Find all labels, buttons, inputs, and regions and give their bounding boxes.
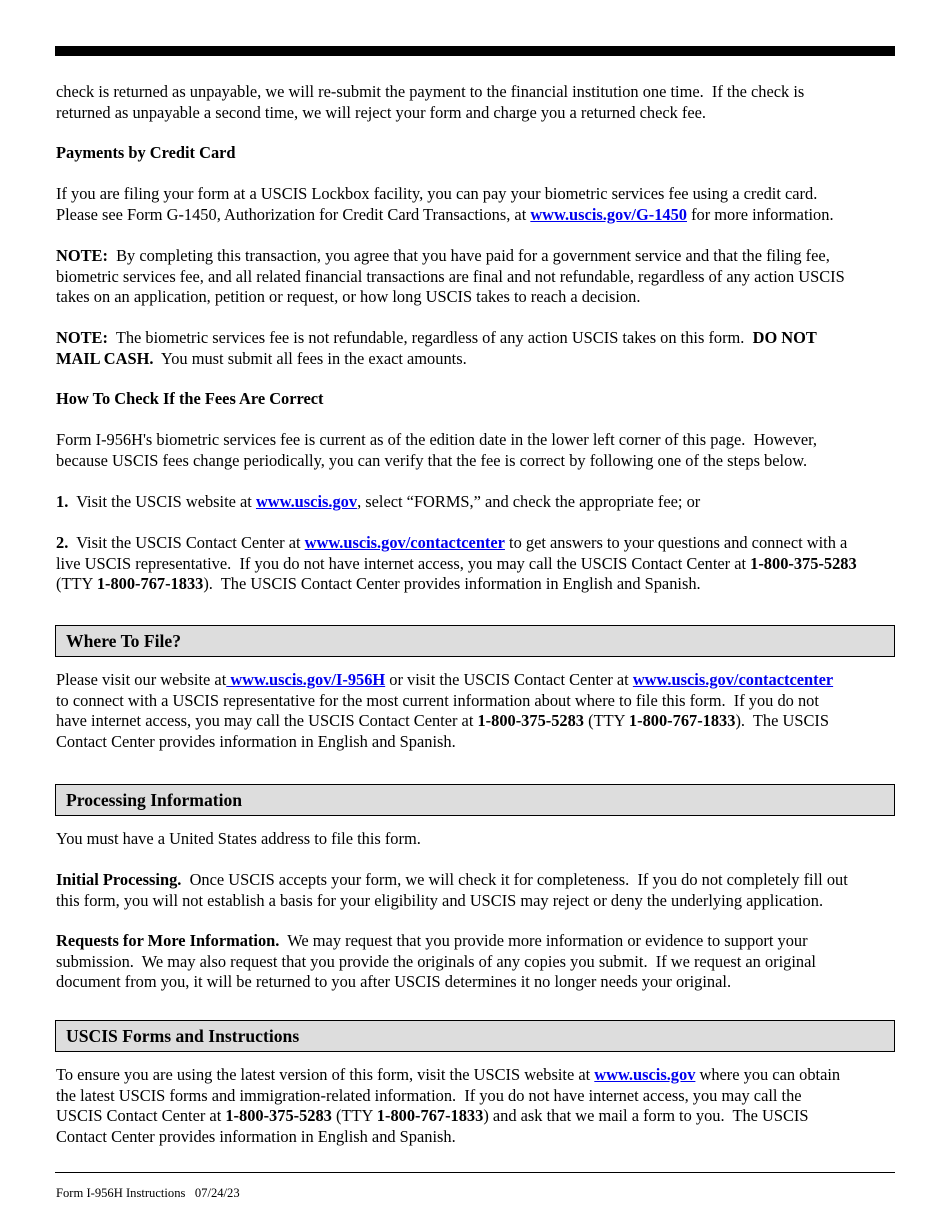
text-line: returned as unpayable a second time, we will reject your form and charge you a returned check fee. [56,102,707,122]
forms-paragraph [56,1065,898,1147]
where-to-file-paragraph [56,670,898,752]
text-line: ) and ask that we mail a form to you. The USCIS [483,1106,809,1126]
text-line: , select “FORMS,” and check the appropriate fee; or [357,492,701,511]
text-line: have internet access, you may call the USCIS Contact Center at [56,711,478,731]
tty-number: 1-800-767-1833 [628,711,736,731]
text-line: Visit the USCIS Contact Center at [68,533,305,552]
i956h-link[interactable]: www.uscis.gov/I-956H [226,670,386,689]
note-paragraph-2 [56,328,898,369]
text-line: USCIS Contact Center at [56,1106,226,1126]
text-line: this form, you will not establish a basis for your eligibility and USCIS may reject or deny the underlying application. [56,890,824,910]
check-fees-heading: How To Check If the Fees Are Correct [56,389,324,408]
uscis-website-link[interactable]: www.uscis.gov [594,1065,696,1084]
footer-rule [55,1172,895,1173]
processing-information-header [55,784,895,816]
where-to-file-header [55,625,895,657]
text-line: Form I-956H's biometric services fee is current as of the edition date in the lower left corner of this page. However, [56,430,818,449]
text-line: to connect with a USCIS representative for the most current information about where to file this form. If you do not [56,690,819,710]
check-return-paragraph [56,82,898,123]
contact-center-link[interactable]: www.uscis.gov/contactcenter [632,670,834,689]
text-line: the latest USCIS forms and immigration-related information. If you do not have internet access, you may call the [56,1085,802,1105]
text-line: live USCIS representative. If you do not have internet access, you may call the USCIS Contact Center at [56,553,751,573]
text-line: document from you, it will be returned to you after USCIS determines it no longer needs your original. [56,972,732,992]
text-line: submission. We may also request that you provide the originals of any copies you submit. If we request an original [56,951,816,971]
text-line: Contact Center provides information in English and Spanish. [56,731,456,751]
phone-number: 1-800-375-5283 [225,1106,332,1126]
text-line: Once USCIS accepts your form, we will check it for completeness. If you do not completely fill out [181,870,848,889]
tty-number: 1-800-767-1833 [96,574,204,594]
text-line: If you are filing your form at a USCIS Lockbox facility, you can pay your biometric services fee using a credit card. [56,184,818,203]
text-line: Visit the USCIS website at [68,492,256,511]
section-title: USCIS Forms and Instructions [66,1026,300,1046]
text-line: (TTY [584,711,629,731]
text-line: Please see Form G-1450, Authorization for Credit Card Transactions, at [56,204,531,224]
top-rule [55,46,895,56]
text-line: biometric services fee, and all related financial transactions are final and not refundable, regardless of any action USCIS [56,266,845,286]
initial-processing-paragraph [56,870,898,911]
credit-card-heading: Payments by Credit Card [56,143,236,162]
uscis-website-link[interactable]: www.uscis.gov [255,492,358,511]
text-line: To ensure you are using the latest version of this form, visit the USCIS website at [56,1065,595,1084]
note-label: NOTE: [56,328,108,347]
step-number: 2. [56,533,69,552]
text-line: (TTY [56,574,97,594]
section-title: Processing Information [66,790,243,810]
note-label: NOTE: [56,246,108,265]
check-fees-paragraph [56,430,898,471]
text-line: takes on an application, petition or request, or how long USCIS takes to reach a decision. [56,287,641,307]
credit-card-paragraph [56,184,898,225]
phone-number: 1-800-375-5283 [477,711,585,731]
text-line: where you can obtain [695,1065,841,1084]
text-line: The biometric services fee is not refundable, regardless of any action USCIS takes on this form. [107,328,753,347]
text-line: because USCIS fees change periodically, you can verify that the fee is correct by following one of the steps below. [56,450,808,470]
text-line: check is returned as unpayable, we will re-submit the payment to the financial institution one time. If the check is [56,82,805,101]
text-line: (TTY [331,1106,377,1126]
do-not-text: DO NOT [752,328,817,347]
mail-cash-text: MAIL CASH. [56,348,154,368]
initial-processing-label: Initial Processing. [56,870,182,889]
text-line: or visit the USCIS Contact Center at [385,670,633,689]
text-line: to get answers to your questions and connect with a [504,533,848,552]
text-line: ). The USCIS [735,711,829,731]
text-line: ). The USCIS Contact Center provides information in English and Spanish. [203,574,701,594]
text-line: We may request that you provide more information or evidence to support your [279,931,808,950]
contact-center-link[interactable]: www.uscis.gov/contactcenter [304,533,505,552]
step-2 [56,533,898,595]
forms-instructions-header [55,1020,895,1052]
text-line: for more information. [686,204,834,224]
requests-label: Requests for More Information. [56,931,280,950]
us-address-paragraph: You must have a United States address to file this form. [56,829,421,848]
footer-edition: Form I-956H Instructions 07/24/23 [56,1186,240,1200]
g1450-link[interactable]: www.uscis.gov/G-1450 [530,204,687,224]
tty-number: 1-800-767-1833 [376,1106,484,1126]
text-line: By completing this transaction, you agree that you have paid for a government service and that the filing fee, [107,246,830,265]
more-information-paragraph [56,931,898,993]
note-paragraph-1 [56,246,898,308]
text-line: You must submit all fees in the exact amounts. [153,348,467,368]
step-1 [56,492,898,513]
text-line: Please visit our website at [56,670,227,689]
section-title: Where To File? [66,631,182,651]
phone-number: 1-800-375-5283 [750,553,857,573]
text-line: Contact Center provides information in English and Spanish. [56,1126,456,1146]
step-number: 1. [56,492,69,511]
